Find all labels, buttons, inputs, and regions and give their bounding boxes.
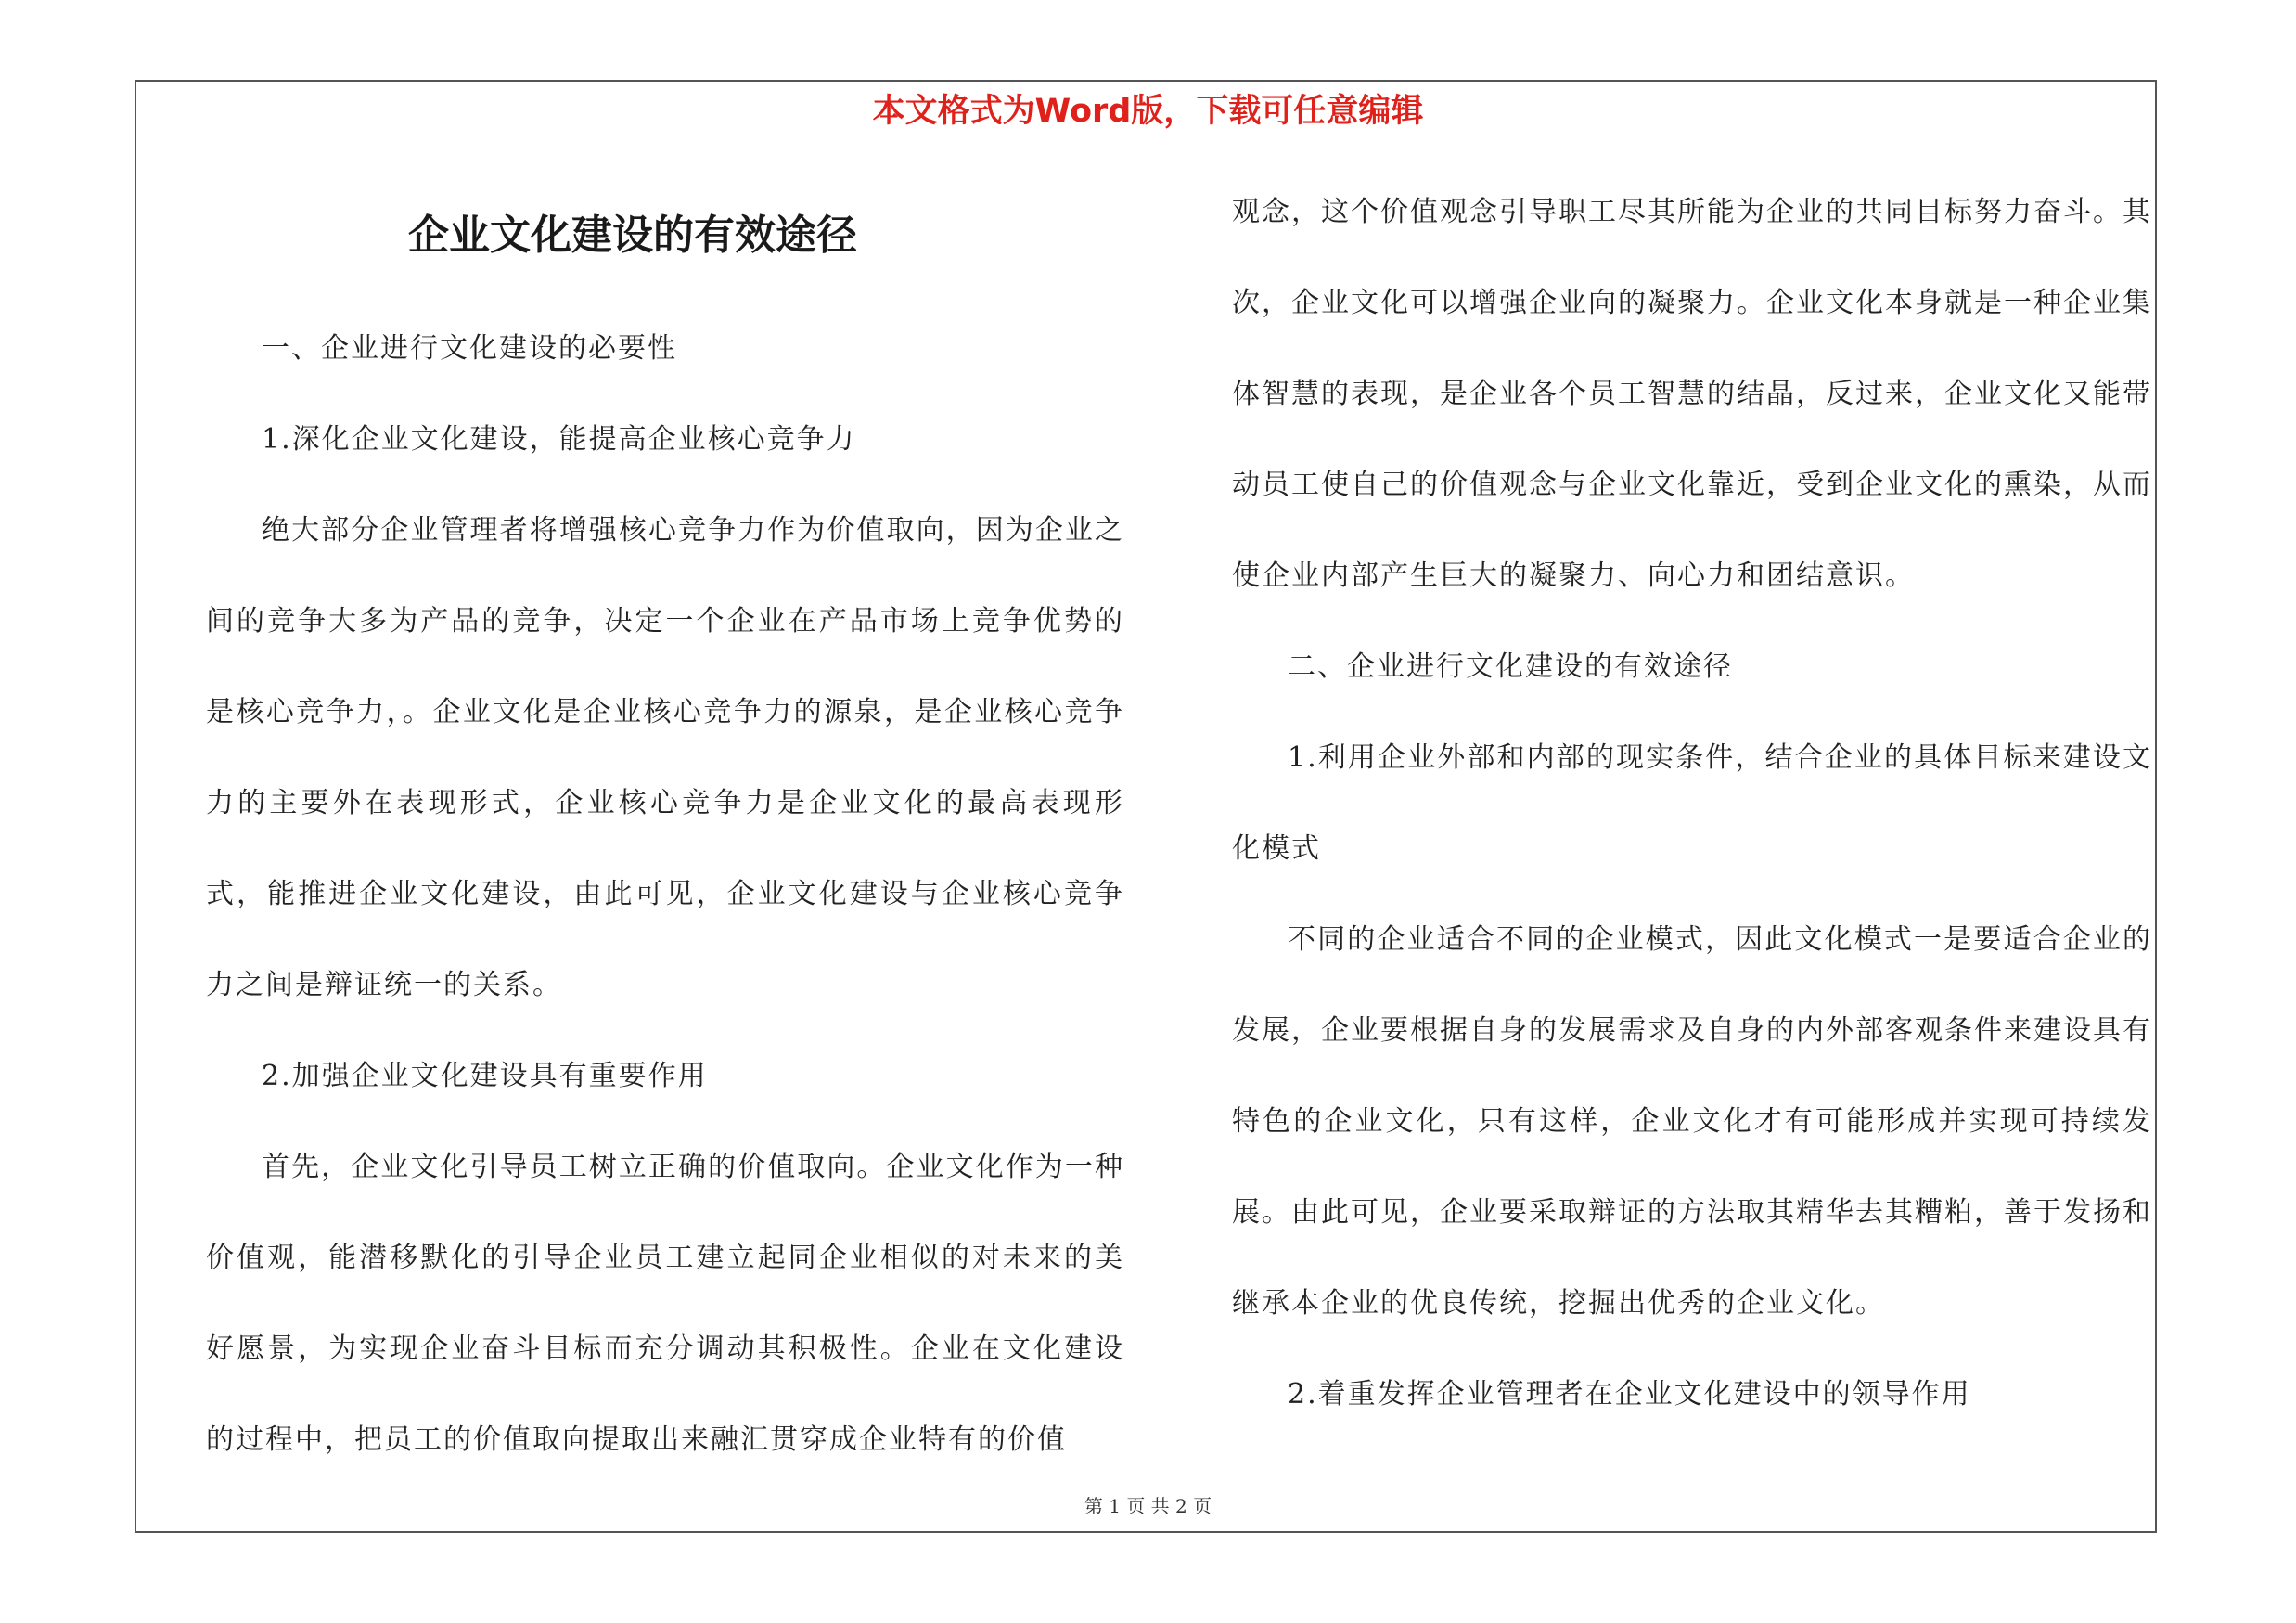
paragraph-continued: 观念，这个价值观念引导职工尽其所能为企业的共同目标努力奋斗。其次，企业文化可以增强企业向的凝聚力。企业文化本身就是一种企业集体智慧的表现，是企业各个员工智慧的结晶，反过来，企业文化又能带动员工使自己的价值观念与企业文化靠近，受到企业文化的熏染，从而使企业内部产生巨大的凝聚力、向心力和团结意识。 [1232,196,2152,592]
subsection-heading: 2.着重发挥企业管理者在企业文化建设中的领导作用 [1288,1378,1971,1410]
section-heading: 二、企业进行文化建设的有效途径 [1288,650,1733,683]
subsection-heading: 1.利用企业外部和内部的现实条件，结合企业的具体目标来建设文化模式 [1232,741,2152,865]
left-column [206,303,1124,1486]
paragraph: 不同的企业适合不同的企业模式，因此文化模式一是要适合企业的发展，企业要根据自身的发展需求及自身的内外部客观条件来建设具有特色的企业文化，只有这样，企业文化才有可能形成并实现可持续发展。由此可见，企业要采取辩证的方法取其精华去其糟粕，善于发扬和继承本企业的优良传统，挖掘出优秀的企业文化。 [1232,923,2152,1320]
right-column [1232,167,2152,1440]
paragraph: 绝大部分企业管理者将增强核心竞争力作为价值取向，因为企业之间的竞争大多为产品的竞争，决定一个企业在产品市场上竞争优势的是核心竞争力，。企业文化是企业核心竞争力的源泉，是企业核心竞争力的主要外在表现形式，企业核心竞争力是企业文化的最高表现形式，能推进企业文化建设，由此可见，企业文化建设与企业核心竞争力之间是辩证统一的关系。 [206,514,1124,1001]
page-number: 第 1 页 共 2 页 [1084,1495,1212,1517]
paragraph: 首先，企业文化引导员工树立正确的价值取向。企业文化作为一种价值观，能潜移默化的引导企业员工建立起同企业相似的对未来的美好愿景，为实现企业奋斗目标而充分调动其积极性。企业在文化建设的过程中，把员工的价值取向提取出来融汇贯穿成企业特有的价值 [206,1151,1124,1456]
document-title: 企业文化建设的有效途径 [408,212,857,259]
subsection-heading: 1.深化企业文化建设，能提高企业核心竞争力 [262,423,856,456]
section-heading: 一、企业进行文化建设的必要性 [262,332,677,365]
format-banner: 本文格式为Word版，下载可任意编辑 [872,93,1424,130]
subsection-heading: 2.加强企业文化建设具有重要作用 [262,1060,708,1092]
